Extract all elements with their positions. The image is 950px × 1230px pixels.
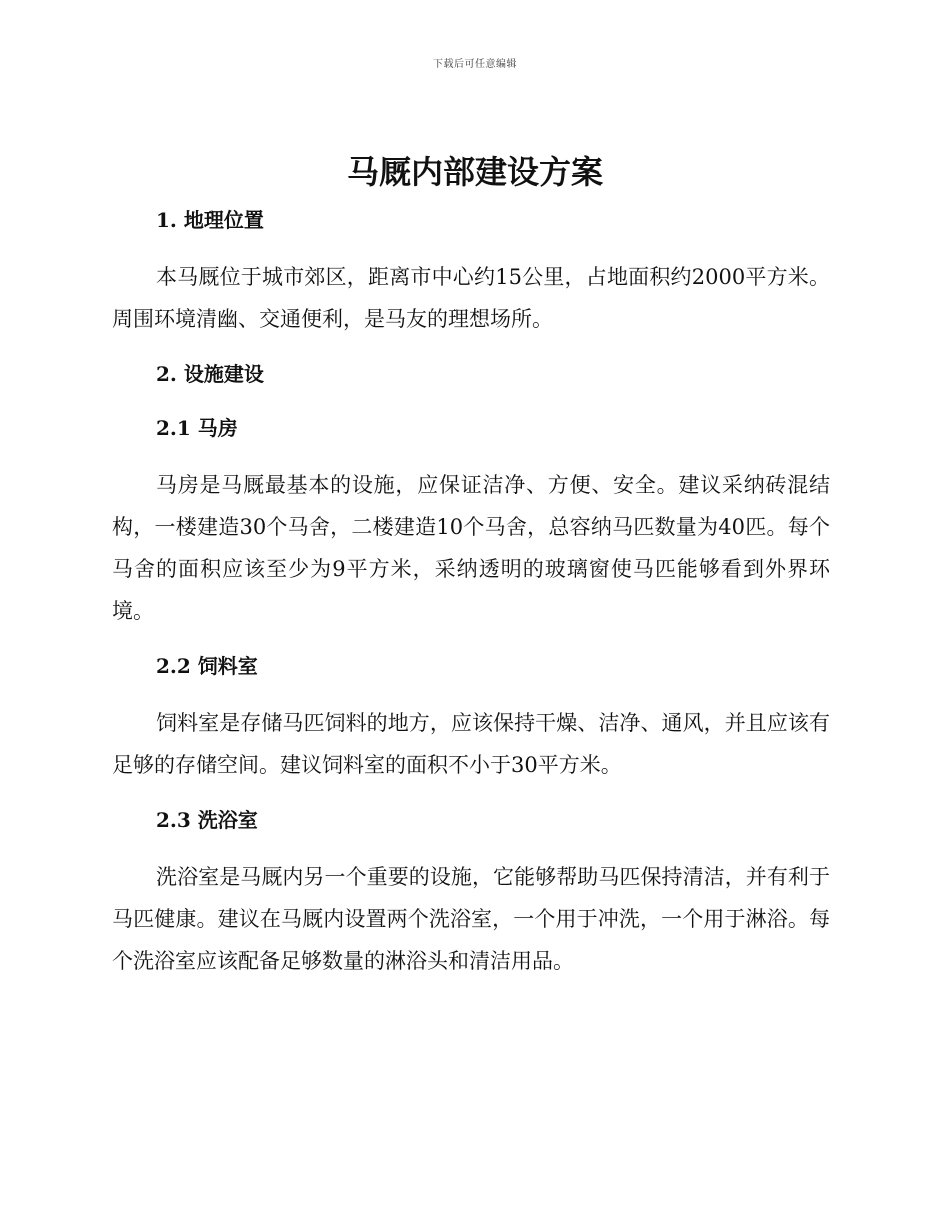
- section-paragraph-feed-room: 饲料室是存储马匹饲料的地方，应该保持干燥、洁净、通风，并且应该有足够的存储空间。建议饲料室的面积不小于30平方米。: [112, 711, 830, 777]
- section-heading-facilities: 2. 设施建设: [156, 362, 264, 386]
- document-body: [112, 202, 830, 982]
- section-paragraph-stable-rooms: 马房是马厩最基本的设施，应保证洁净、方便、安全。建议采纳砖混结构，一楼建造30个马舍，二楼建造10个马舍，总容纳马匹数量为40匹。每个马舍的面积应该至少为9平方米，采纳透明的玻璃窗使马匹能够看到外界环境。: [112, 473, 830, 623]
- section-heading-stable-rooms: 2.1 马房: [156, 416, 238, 440]
- section-heading-location: 1. 地理位置: [156, 208, 264, 232]
- section-paragraph-wash-room: 洗浴室是马厩内另一个重要的设施，它能够帮助马匹保持清洁，并有利于马匹健康。建议在马厩内设置两个洗浴室，一个用于冲洗，一个用于淋浴。每个洗浴室应该配备足够数量的淋浴头和清洁用品。: [112, 865, 830, 973]
- section-paragraph-location: 本马厩位于城市郊区，距离市中心约15公里，占地面积约2000平方米。周围环境清幽、交通便利，是马友的理想场所。: [112, 265, 830, 331]
- document-title: 马厩内部建设方案: [346, 153, 603, 191]
- section-heading-wash-room: 2.3 洗浴室: [156, 808, 258, 832]
- page-header-note: 下载后可任意编辑: [433, 59, 517, 70]
- section-heading-feed-room: 2.2 饲料室: [156, 654, 258, 678]
